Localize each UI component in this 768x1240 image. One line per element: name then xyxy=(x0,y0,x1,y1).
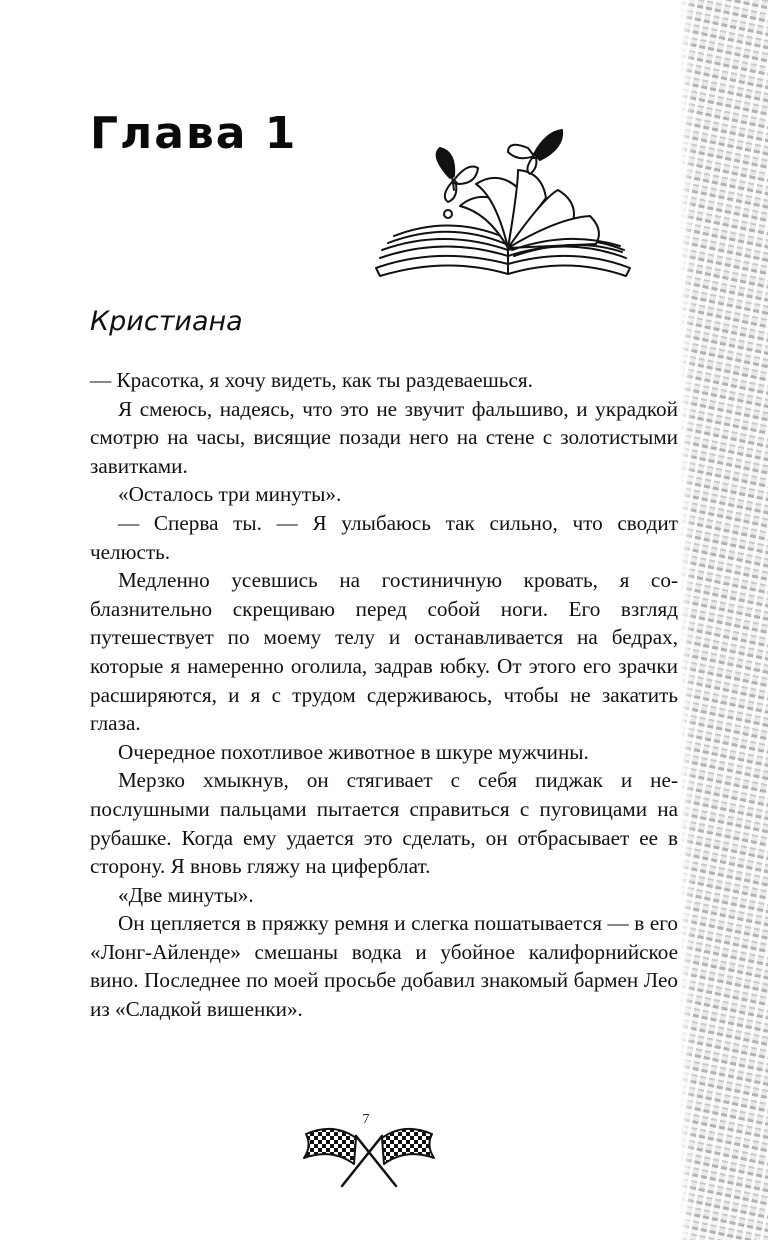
paragraph: Я смеюсь, надеясь, что это не звучит фальшиво, и украдкой смотрю на часы, висящие позади него на стене с золотистыми завитками. xyxy=(90,396,678,478)
page-edge-texture xyxy=(680,0,768,1240)
narrator-name: Кристиана xyxy=(90,306,243,337)
chapter-text xyxy=(90,366,678,1024)
page-number: 7 xyxy=(362,1112,370,1127)
paragraph: — Сперва ты. — Я улыбаюсь так сильно, что сводит челюсть. xyxy=(90,510,678,564)
paragraph: «Осталось три минуты». xyxy=(118,482,342,507)
paragraph: Он цепляется в пряжку ремня и слегка пошатывается — в его «Лонг-Айленде» смешаны водка и убойное калифорнийское вино. Последнее по моей просьбе добавил знакомый бармен Лео из «Сладкой вишенки». xyxy=(90,911,678,1022)
paragraph: — Красотка, я хочу видеть, как ты раздеваешься. xyxy=(90,368,533,392)
paragraph: «Две минуты». xyxy=(118,882,254,907)
paragraph: Медленно усевшись на гостиничную кровать, я соблазнительно скрещиваю перед собой ноги. Его взгляд путешествует по моему телу и останавливается на бедрах, которые я намеренно оголила, задрав юбку. От этого его зрачки расширяются, и я с трудом сдерживаюсь, чтобы не закатить глаза. xyxy=(90,568,678,736)
open-book-with-butterflies-icon xyxy=(368,118,638,288)
paragraph: Очередное похотливое животное в шкуре мужчины. xyxy=(118,739,589,764)
chapter-title: Глава 1 xyxy=(90,108,298,159)
paragraph: Мерзко хмыкнув, он стягивает с себя пиджак и непослушными пальцами пытается справиться с пуговицами на рубашке. Когда ему удается это сделать, он отбрасывает ее в сторону. Я вновь гляжу на циферблат. xyxy=(90,768,678,879)
